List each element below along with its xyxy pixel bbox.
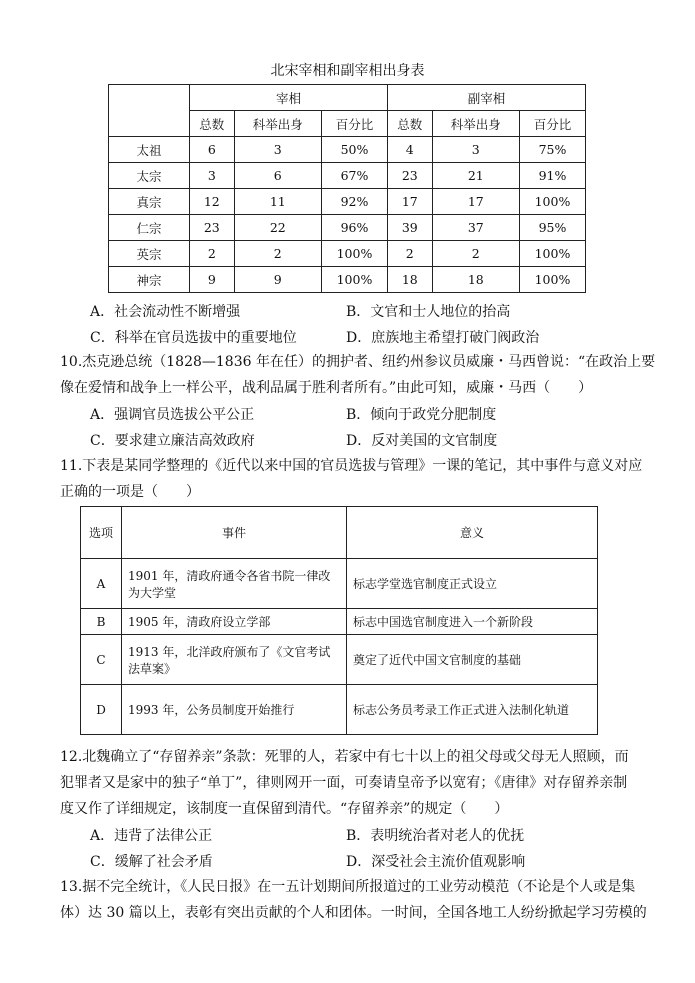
subheader-cell: 总数 [190,111,235,137]
subheader-cell: 总数 [387,111,432,137]
table-row [109,215,586,241]
table-cell: 50% [321,137,387,163]
table-cell: 21 [432,163,519,189]
emperor-cell: 仁宗 [109,215,190,241]
table-cell: 37 [432,215,519,241]
table-cell: 18 [432,267,519,293]
table-row [109,189,586,215]
significance-cell: 标志学堂选官制度正式设立 [347,559,598,609]
subheader-cell: 科举出身 [234,111,321,137]
table-row [109,241,586,267]
table-cell: 17 [432,189,519,215]
q9-option-a[interactable]: A．社会流动性不断增强 [90,304,241,320]
q10-stem-line1: 10.杰克逊总统（1828—1836 年在任）的拥护者、纽约州参议员威廉・马西曾说：“在政治上要 [60,354,656,370]
significance-cell: 奠定了近代中国文官制度的基础 [347,635,598,685]
table-cell: 3 [234,137,321,163]
emperor-cell: 真宗 [109,189,190,215]
table-cell: 9 [234,267,321,293]
q12-stem-line1: 12.北魏确立了“存留养亲”条款：死罪的人，若家中有七十以上的祖父母或父母无人照顾，而 [60,749,629,765]
q9-option-b[interactable]: B．文官和士人地位的抬高 [346,304,511,320]
option-label-cell: A [81,559,122,609]
group-header-chancellor: 宰相 [190,85,388,111]
q12-stem-line2: 犯罪者又是家中的独子“单丁”，律则网开一面，可奏请皇帝予以宽宥；《唐律》对存留养亲制 [60,775,628,791]
table-cell: 3 [190,163,235,189]
table-cell: 100% [519,189,585,215]
table-cell: 39 [387,215,432,241]
q12-option-b[interactable]: B．表明统治者对老人的优抚 [346,828,525,844]
table-cell: 2 [190,241,235,267]
table-cell: 100% [321,241,387,267]
table-cell: 18 [387,267,432,293]
table-corner-cell [109,85,190,137]
event-cell: 1905 年，清政府设立学部 [122,609,347,635]
table-cell: 2 [432,241,519,267]
q12-stem-line3: 度又作了详细规定，该制度一直保留到清代。“存留养亲”的规定（ ） [60,801,509,817]
table-cell: 100% [519,241,585,267]
table-cell: 95% [519,215,585,241]
table-cell: 75% [519,137,585,163]
header-option: 选项 [81,507,122,559]
header-significance: 意义 [347,507,598,559]
table-cell: 9 [190,267,235,293]
table-cell: 11 [234,189,321,215]
q13-stem-line1: 13.据不完全统计，《人民日报》在一五计划期间所报道过的工业劳动模范（不论是个人或是集 [60,879,636,895]
event-cell: 1901 年，清政府通令各省书院一律改为大学堂 [122,559,347,609]
q12-option-d[interactable]: D．深受社会主流价值观影响 [346,854,526,870]
table1-title: 北宋宰相和副宰相出身表 [270,63,425,79]
q10-option-c[interactable]: C．要求建立廉洁高效政府 [90,433,255,449]
emperor-cell: 神宗 [109,267,190,293]
significance-cell: 标志公务员考录工作正式进入法制化轨道 [347,685,598,735]
table-cell: 22 [234,215,321,241]
q9-option-c[interactable]: C．科举在官员选拔中的重要地位 [90,330,297,346]
emperor-cell: 太祖 [109,137,190,163]
q10-stem-line2: 像在爱情和战争上一样公平，战利品属于胜利者所有。”由此可知，威廉・马西（ ） [60,380,593,396]
table-cell: 6 [234,163,321,189]
table-cell: 12 [190,189,235,215]
table-cell: 2 [387,241,432,267]
table-cell: 4 [387,137,432,163]
table-cell: 17 [387,189,432,215]
table-cell: 23 [387,163,432,189]
header-event: 事件 [122,507,347,559]
q9-option-d[interactable]: D．庶族地主希望打破门阀政治 [346,330,540,346]
table-row [81,635,598,685]
q10-option-a[interactable]: A．强调官员选拔公平公正 [90,407,255,423]
table-cell: 23 [190,215,235,241]
table-cell: 2 [234,241,321,267]
table-cell: 96% [321,215,387,241]
event-cell: 1993 年，公务员制度开始推行 [122,685,347,735]
q11-stem-line1: 11.下表是某同学整理的《近代以来中国的官员选拔与管理》一课的笔记，其中事件与意义对应 [60,458,643,474]
officials-origin-table [108,84,586,293]
subheader-cell: 百分比 [321,111,387,137]
table-header-row [109,85,586,111]
q11-stem-line2: 正确的一项是（ ） [60,484,200,500]
officials-selection-table [80,506,598,735]
option-label-cell: C [81,635,122,685]
significance-cell: 标志中国选官制度进入一个新阶段 [347,609,598,635]
table-cell: 67% [321,163,387,189]
q10-option-b[interactable]: B．倾向于政党分肥制度 [346,407,497,423]
q13-stem-line2: 体）达 30 篇以上，表彰有突出贡献的个人和团体。一时间，全国各地工人纷纷掀起学习劳模的 [60,905,647,921]
event-cell: 1913 年，北洋政府颁布了《文官考试法草案》 [122,635,347,685]
table-cell: 91% [519,163,585,189]
table-row [109,137,586,163]
table-row [81,685,598,735]
table-cell: 3 [432,137,519,163]
emperor-cell: 英宗 [109,241,190,267]
table-cell: 6 [190,137,235,163]
option-label-cell: D [81,685,122,735]
table-header-row [81,507,598,559]
table-cell: 100% [321,267,387,293]
q12-option-a[interactable]: A．违背了法律公正 [90,828,213,844]
subheader-cell: 科举出身 [432,111,519,137]
table-row [109,267,586,293]
q10-option-d[interactable]: D．反对美国的文官制度 [346,433,498,449]
subheader-cell: 百分比 [519,111,585,137]
table-row [81,559,598,609]
q12-option-c[interactable]: C．缓解了社会矛盾 [90,854,213,870]
emperor-cell: 太宗 [109,163,190,189]
table-row [81,609,598,635]
table-cell: 100% [519,267,585,293]
group-header-vice-chancellor: 副宰相 [387,85,585,111]
table-cell: 92% [321,189,387,215]
option-label-cell: B [81,609,122,635]
table-row [109,163,586,189]
